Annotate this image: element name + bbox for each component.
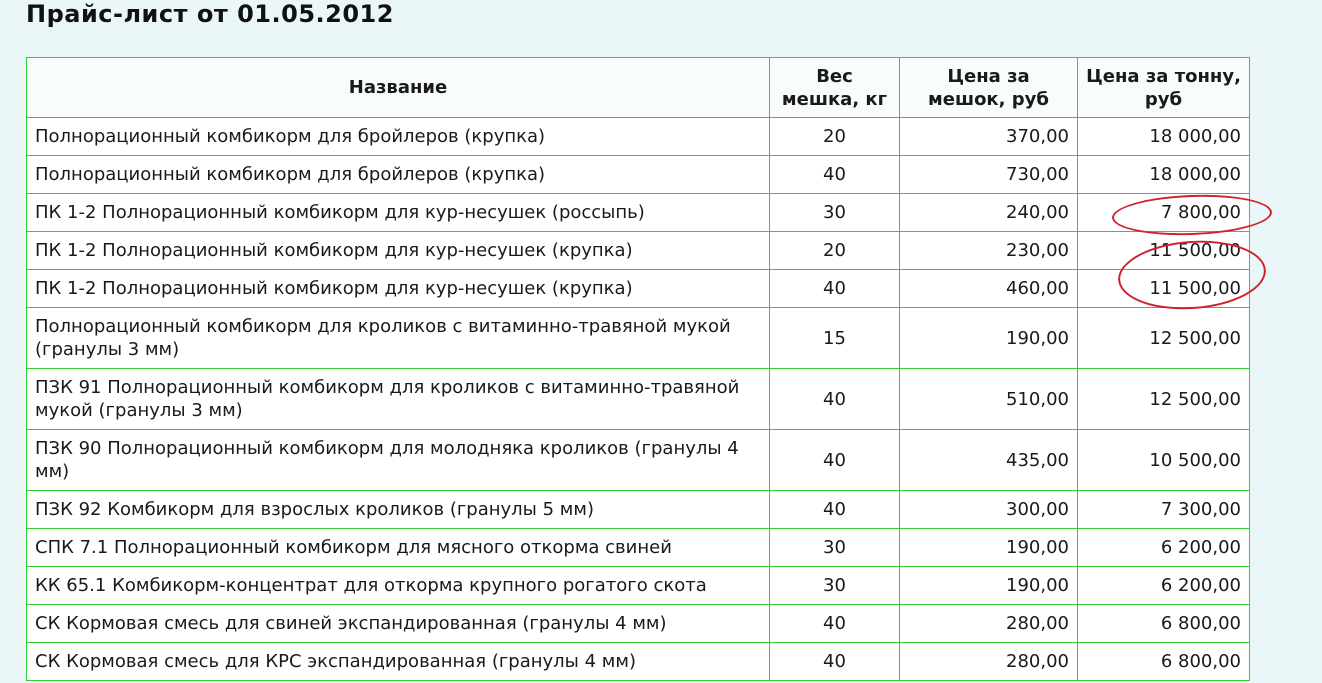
cell-weight: 40: [770, 491, 900, 529]
cell-price-ton: 12 500,00: [1078, 308, 1250, 369]
cell-name: СПК 7.1 Полнорационный комбикорм для мясного откорма свиней: [27, 529, 770, 567]
cell-weight: 30: [770, 194, 900, 232]
cell-price-ton: 11 500,00: [1078, 232, 1250, 270]
table-row: [27, 232, 1250, 270]
price-table: [26, 57, 1250, 681]
cell-name: ПК 1-2 Полнорационный комбикорм для кур-несушек (россыпь): [27, 194, 770, 232]
cell-name: СК Кормовая смесь для КРС экспандированная (гранулы 4 мм): [27, 643, 770, 681]
table-row: [27, 194, 1250, 232]
cell-name: ПК 1-2 Полнорационный комбикорм для кур-несушек (крупка): [27, 232, 770, 270]
cell-weight: 40: [770, 643, 900, 681]
table-row: [27, 430, 1250, 491]
cell-price-bag: 730,00: [900, 156, 1078, 194]
table-row: [27, 529, 1250, 567]
cell-name: Полнорационный комбикорм для бройлеров (крупка): [27, 156, 770, 194]
cell-name: Полнорационный комбикорм для кроликов с витаминно-травяной мукой (гранулы 3 мм): [27, 308, 770, 369]
page-title: Прайс-лист от 01.05.2012: [26, 0, 394, 28]
cell-weight: 30: [770, 567, 900, 605]
cell-price-ton: 18 000,00: [1078, 118, 1250, 156]
cell-weight: 40: [770, 369, 900, 430]
table-row: [27, 308, 1250, 369]
cell-price-ton: 7 300,00: [1078, 491, 1250, 529]
cell-name: ПЗК 92 Комбикорм для взрослых кроликов (гранулы 5 мм): [27, 491, 770, 529]
cell-price-ton: 6 800,00: [1078, 605, 1250, 643]
cell-weight: 20: [770, 118, 900, 156]
header-price-ton: Цена за тонну, руб: [1078, 58, 1250, 118]
cell-price-bag: 370,00: [900, 118, 1078, 156]
cell-price-bag: 240,00: [900, 194, 1078, 232]
cell-price-ton: 18 000,00: [1078, 156, 1250, 194]
header-name: Название: [27, 58, 770, 118]
cell-name: ПЗК 90 Полнорационный комбикорм для молодняка кроликов (гранулы 4 мм): [27, 430, 770, 491]
cell-price-ton: 6 200,00: [1078, 567, 1250, 605]
cell-weight: 15: [770, 308, 900, 369]
cell-price-ton: 7 800,00: [1078, 194, 1250, 232]
cell-price-ton: 12 500,00: [1078, 369, 1250, 430]
header-price-bag: Цена за мешок, руб: [900, 58, 1078, 118]
table-row: [27, 605, 1250, 643]
cell-price-bag: 190,00: [900, 529, 1078, 567]
table-row: [27, 643, 1250, 681]
table-header-row: [27, 58, 1250, 118]
header-weight: Вес мешка, кг: [770, 58, 900, 118]
cell-weight: 40: [770, 156, 900, 194]
cell-name: КК 65.1 Комбикорм-концентрат для откорма крупного рогатого скота: [27, 567, 770, 605]
cell-weight: 20: [770, 232, 900, 270]
cell-price-bag: 510,00: [900, 369, 1078, 430]
cell-price-bag: 190,00: [900, 567, 1078, 605]
cell-price-bag: 190,00: [900, 308, 1078, 369]
cell-price-ton: 10 500,00: [1078, 430, 1250, 491]
cell-weight: 40: [770, 270, 900, 308]
cell-price-bag: 230,00: [900, 232, 1078, 270]
cell-price-bag: 435,00: [900, 430, 1078, 491]
cell-price-ton: 11 500,00: [1078, 270, 1250, 308]
cell-price-bag: 280,00: [900, 643, 1078, 681]
cell-price-bag: 280,00: [900, 605, 1078, 643]
cell-price-ton: 6 800,00: [1078, 643, 1250, 681]
cell-price-bag: 300,00: [900, 491, 1078, 529]
cell-name: СК Кормовая смесь для свиней экспандированная (гранулы 4 мм): [27, 605, 770, 643]
table-row: [27, 567, 1250, 605]
cell-name: Полнорационный комбикорм для бройлеров (крупка): [27, 118, 770, 156]
cell-weight: 40: [770, 605, 900, 643]
cell-price-bag: 460,00: [900, 270, 1078, 308]
cell-weight: 40: [770, 430, 900, 491]
cell-price-ton: 6 200,00: [1078, 529, 1250, 567]
cell-name: ПЗК 91 Полнорационный комбикорм для кроликов с витаминно-травяной мукой (гранулы 3 мм): [27, 369, 770, 430]
table-row: [27, 491, 1250, 529]
table-row: [27, 270, 1250, 308]
table-row: [27, 369, 1250, 430]
cell-name: ПК 1-2 Полнорационный комбикорм для кур-несушек (крупка): [27, 270, 770, 308]
table-row: [27, 118, 1250, 156]
table-row: [27, 156, 1250, 194]
cell-weight: 30: [770, 529, 900, 567]
